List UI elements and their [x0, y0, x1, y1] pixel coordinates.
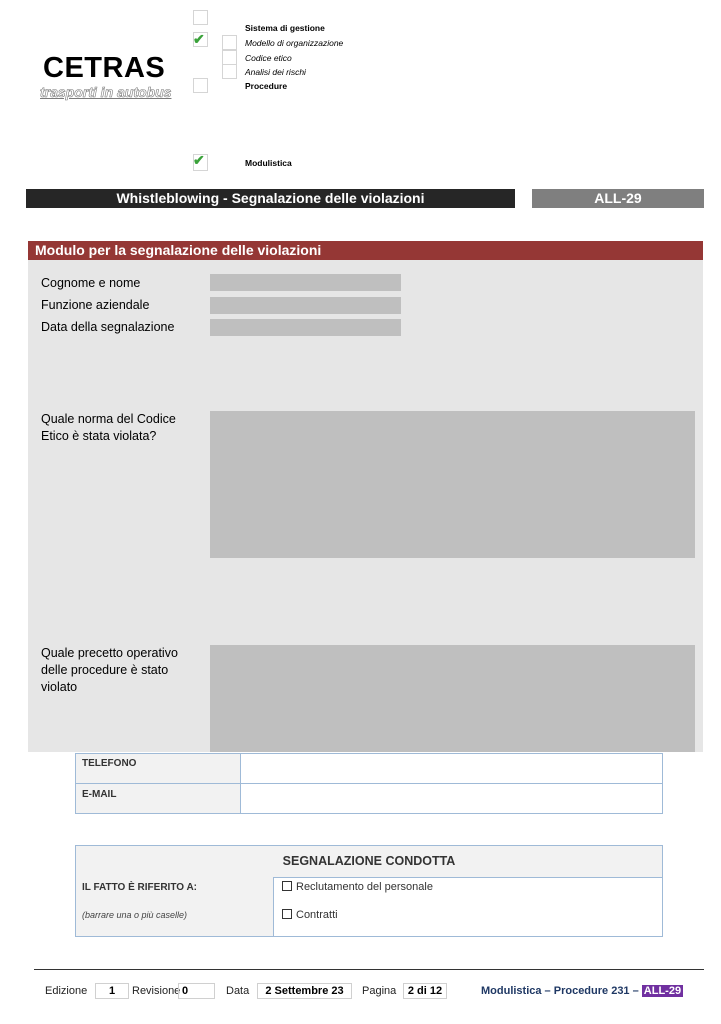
table-divider	[75, 783, 663, 784]
checklist-label-sistema: Sistema di gestione	[245, 23, 325, 33]
footer-doc-code: ALL-29	[643, 985, 682, 997]
document-code: ALL-29	[532, 189, 704, 208]
footer-revision-value: 0	[178, 983, 215, 999]
label-fatto-riferito: IL FATTO È RIFERITO A:	[82, 882, 198, 893]
checkmark-icon: ✔	[193, 31, 205, 47]
checkbox-analisi[interactable]	[222, 64, 237, 79]
hint-barrare-caselle: (barrare una o più caselle)	[82, 910, 188, 920]
footer-revision-label: Revisione	[132, 985, 181, 997]
footer-date-value: 2 Settembre 23	[257, 983, 352, 999]
checklist-label-analisi: Analisi dei rischi	[245, 67, 306, 77]
field-norma-codice-etico[interactable]	[210, 411, 695, 558]
label-precetto-procedure: Quale precetto operativo delle procedure è stato violato	[41, 646, 178, 694]
footer-edition-label: Edizione	[45, 985, 88, 997]
form-header: Modulo per la segnalazione delle violazioni	[28, 241, 703, 260]
option-contratti-label: Contratti	[296, 909, 338, 921]
checkmark-icon: ✔	[193, 152, 205, 168]
field-precetto-procedure[interactable]	[210, 645, 695, 752]
checklist-label-modello: Modello di organizzazione	[245, 38, 344, 48]
checklist-label-modulistica: Modulistica	[245, 158, 292, 168]
label-norma-codice-etico: Quale norma del Codice Etico è stata violata?	[41, 412, 176, 443]
footer-doc-reference	[481, 985, 683, 997]
label-funzione: Funzione aziendale	[41, 298, 150, 312]
footer-doc-ref-text: Modulistica – Procedure 231 –	[481, 985, 639, 997]
checkbox-square-icon[interactable]	[282, 881, 292, 891]
option-reclutamento[interactable]	[282, 881, 433, 893]
field-funzione[interactable]	[210, 297, 401, 314]
label-data-segnalazione: Data della segnalazione	[41, 320, 175, 334]
footer-edition-value: 1	[95, 983, 129, 999]
footer-page-label: Pagina	[362, 985, 397, 997]
footer-divider	[34, 969, 704, 970]
option-contratti[interactable]	[282, 909, 338, 921]
footer-page-value: 2 di 12	[403, 983, 447, 999]
checkbox-modello[interactable]	[222, 35, 237, 50]
field-telefono[interactable]	[242, 755, 661, 782]
checkbox-sistema[interactable]	[193, 10, 208, 25]
company-logo-title: CETRAS	[43, 52, 166, 84]
checklist-label-procedure: Procedure	[245, 81, 288, 91]
checkbox-codice[interactable]	[222, 50, 237, 65]
checklist-label-codice: Codice etico	[245, 53, 292, 63]
checkbox-square-icon[interactable]	[282, 909, 292, 919]
label-cognome-nome: Cognome e nome	[41, 276, 141, 290]
checkbox-procedure[interactable]	[193, 78, 208, 93]
field-email[interactable]	[242, 785, 661, 812]
field-data-segnalazione[interactable]	[210, 319, 401, 336]
field-cognome-nome[interactable]	[210, 274, 401, 291]
option-reclutamento-label: Reclutamento del personale	[296, 881, 433, 893]
section-title-segnalazione: SEGNALAZIONE CONDOTTA	[75, 845, 663, 878]
document-title: Whistleblowing - Segnalazione delle violazioni	[26, 189, 515, 208]
label-telefono: TELEFONO	[82, 758, 137, 769]
label-email: E-MAIL	[82, 789, 117, 800]
footer-date-label: Data	[226, 985, 250, 997]
company-logo-subtitle: trasporti in autobus	[40, 84, 172, 100]
